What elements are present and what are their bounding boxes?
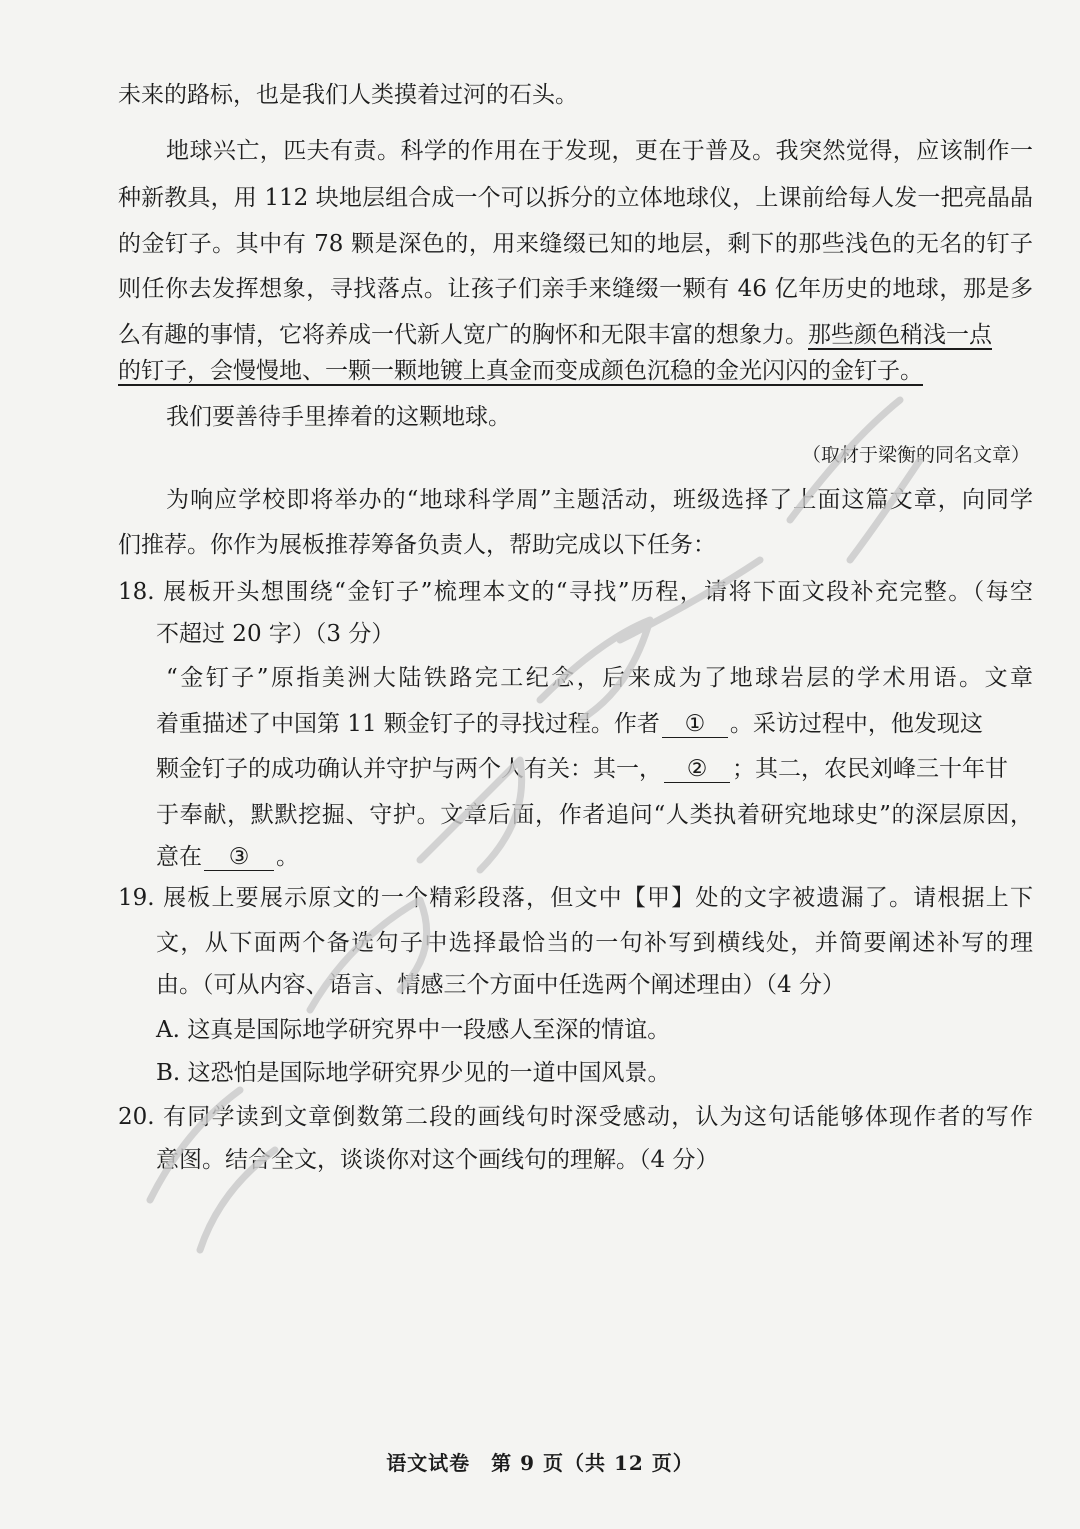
article-line-continuation: 未来的路标，也是我们人类摸着过河的石头。: [118, 82, 578, 108]
option-b: B. 这恐怕是国际地学研究界少见的一道中国风景。: [156, 1060, 671, 1086]
underlined-sentence-part: 的钉子，会慢慢地、一颗一颗地镀上真金而变成颜色沉稳的金光闪闪的金钉子。: [118, 358, 923, 384]
option-a: A. 这真是国际地学研究界中一段感人至深的情谊。: [156, 1017, 671, 1043]
article-paragraph-line: 则任你去发挥想象，寻找落点。让孩子们亲手来缝缀一颗有 46 亿年历史的地球，那是多: [118, 276, 1033, 302]
fill-blank-1[interactable]: ①: [662, 711, 728, 738]
article-paragraph-line: 地球兴亡，匹夫有责。科学的作用在于发现，更在于普及。我突然觉得，应该制作一: [166, 138, 1033, 164]
q18-paragraph-line: [156, 754, 1033, 784]
article-paragraph-line: 的金钉子。其中有 78 颗是深色的，用来缝缀已知的地层，剩下的那些浅色的无名的钉子: [118, 231, 1033, 257]
q18-paragraph-line: 于奉献，默默挖掘、守护。文章后面，作者追问“人类执着研究地球史”的深层原因，: [156, 802, 1033, 828]
q18-paragraph-line: [156, 709, 1033, 739]
q18-text: 。采访过程中，他发现这: [729, 711, 983, 737]
q18-text: 意在: [156, 844, 202, 870]
q18-paragraph-line: [156, 842, 1033, 872]
question-19-line: 由。（可从内容、语言、情感三个方面中任选两个阐述理由）（4 分）: [156, 972, 845, 998]
article-paragraph-line: 我们要善待手里捧着的这颗地球。: [166, 404, 511, 430]
question-18-line: 不超过 20 字）（3 分）: [156, 621, 395, 647]
fill-blank-2[interactable]: ②: [664, 756, 730, 783]
article-plain-text: 么有趣的事情，它将养成一代新人宽广的胸怀和无限丰富的想象力。: [118, 322, 808, 348]
q18-text: 。: [276, 844, 299, 870]
intro-line: 为响应学校即将举办的“地球科学周”主题活动，班级选择了上面这篇文章，向同学: [166, 487, 1033, 513]
article-paragraph-line: 种新教具，用 112 块地层组合成一个可以拆分的立体地球仪，上课前给每人发一把亮晶晶: [118, 185, 1033, 211]
question-18-line: 18. 展板开头想围绕“金钉子”梳理本文的“寻找”历程，请将下面文段补充完整。（每空: [118, 579, 1033, 605]
question-20-line: 20. 有同学读到文章倒数第二段的画线句时深受感动，认为这句话能够体现作者的写作: [118, 1104, 1033, 1130]
article-paragraph-line: [118, 356, 1033, 386]
article-source: （取材于梁衡的同名文章）: [801, 444, 1030, 466]
q18-paragraph-line: “金钉子”原指美洲大陆铁路完工纪念，后来成为了地球岩层的学术用语。文章: [166, 665, 1033, 691]
q18-text: ；其二，农民刘峰三十年甘: [732, 756, 1008, 782]
q18-text: 颗金钉子的成功确认并守护与两个人有关：其一，: [156, 756, 662, 782]
question-19-line: 文，从下面两个备选句子中选择最恰当的一句补写到横线处，并简要阐述补写的理: [156, 930, 1033, 956]
q18-text: 着重描述了中国第 11 颗金钉子的寻找过程。作者: [156, 711, 660, 737]
page-footer: 语文试卷 第 9 页（共 12 页）: [386, 1451, 694, 1475]
intro-line: 们推荐。你作为展板推荐筹备负责人，帮助完成以下任务：: [118, 532, 716, 558]
underlined-sentence-part: 那些颜色稍浅一点: [808, 322, 992, 348]
fill-blank-3[interactable]: ③: [204, 844, 274, 871]
article-paragraph-line: [118, 320, 1033, 350]
question-19-line: 19. 展板上要展示原文的一个精彩段落，但文中【甲】处的文字被遗漏了。请根据上下: [118, 885, 1033, 911]
question-20-line: 意图。结合全文，谈谈你对这个画线句的理解。（4 分）: [156, 1147, 719, 1173]
